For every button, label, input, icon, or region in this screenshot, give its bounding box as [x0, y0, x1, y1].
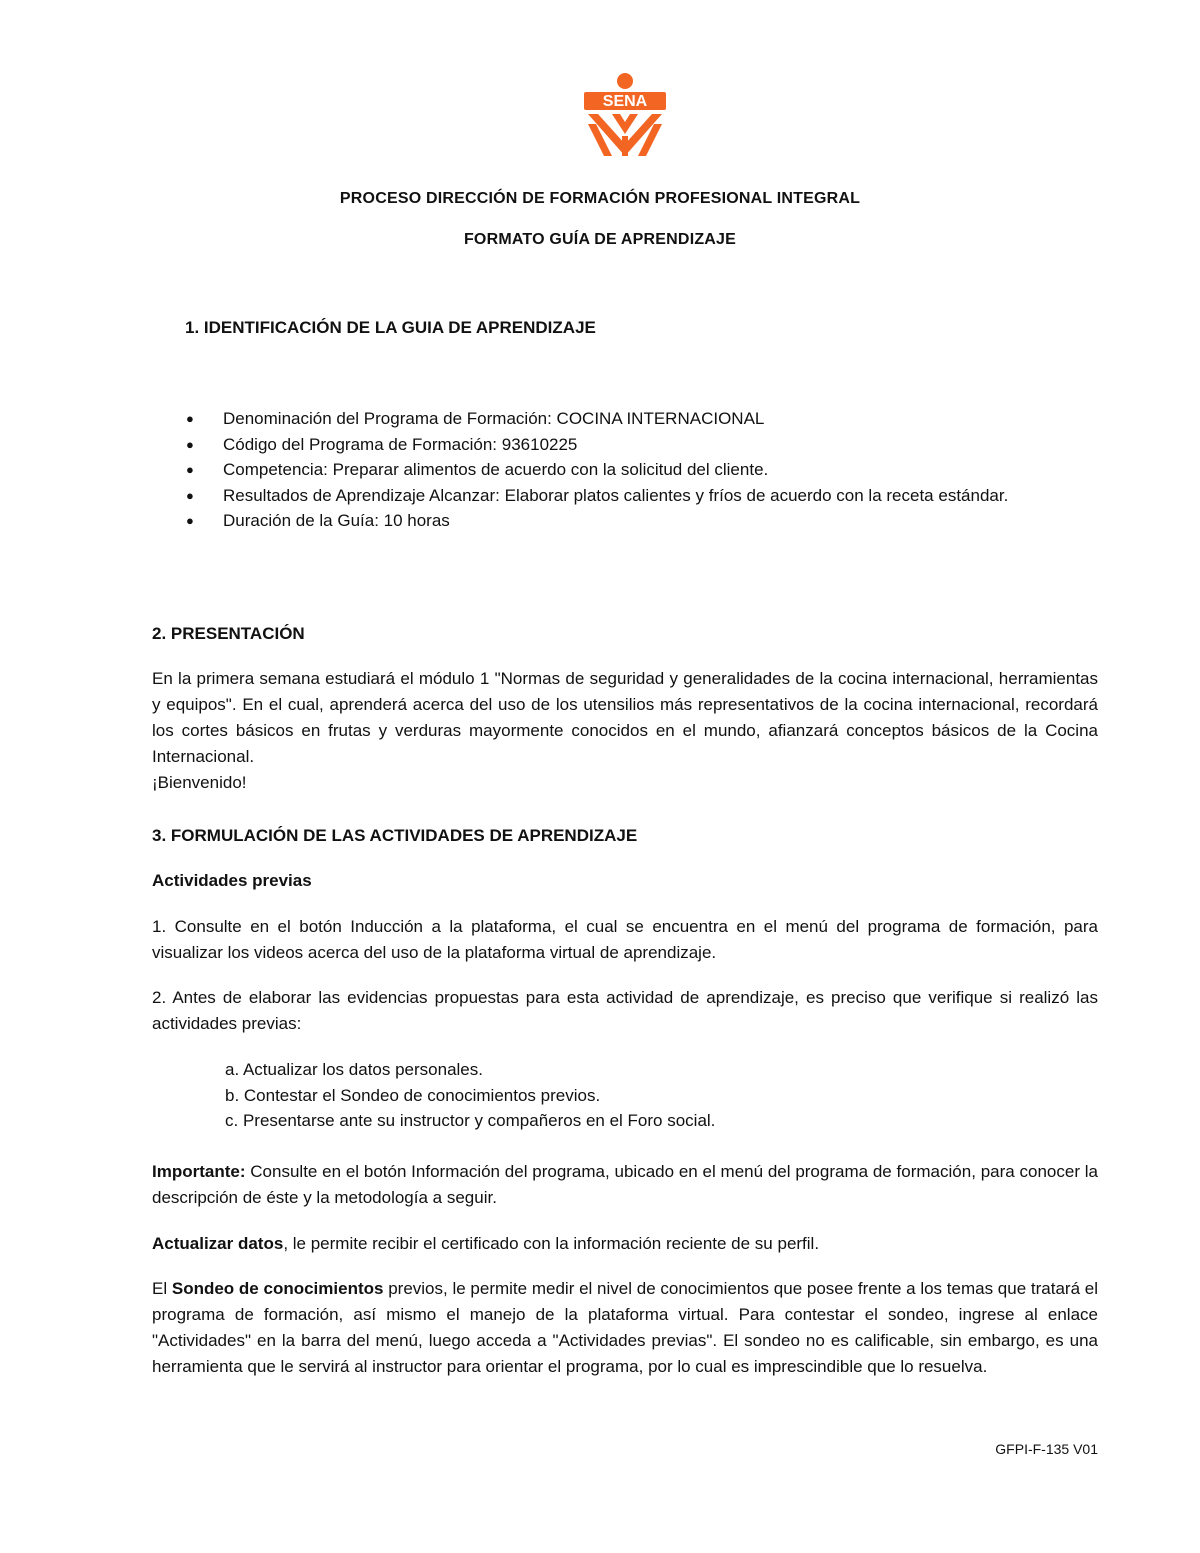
section-2-title: 2. PRESENTACIÓN	[152, 624, 305, 643]
list-item: ● Denominación del Programa de Formación: COCINA INTERNACIONAL	[186, 406, 1098, 432]
bullet-icon: ●	[186, 513, 194, 528]
section-3-title: 3. FORMULACIÓN DE LAS ACTIVIDADES DE APRENDIZAJE	[152, 826, 638, 845]
list-item: ● Resultados de Aprendizaje Alcanzar: Elaborar platos calientes y fríos de acuerdo con la receta estándar.	[186, 483, 1098, 509]
important-label: Importante:	[152, 1162, 246, 1181]
sena-logo	[582, 72, 668, 158]
sena-logo-text: SENA	[602, 93, 648, 110]
bullet-icon: ●	[186, 436, 194, 452]
list-item: a. Actualizar los datos personales.	[225, 1060, 483, 1079]
identification-list	[186, 406, 1098, 534]
previous-activities-title: Actividades previas	[152, 871, 312, 890]
activity-2-paragraph: 2. Antes de elaborar las evidencias propuestas para esta actividad de aprendizaje, es preciso que verifique si realizó las actividades previas:	[152, 988, 1098, 1033]
presentation-paragraph: En la primera semana estudiará el módulo 1 "Normas de seguridad y generalidades de la cocina internacional, herramientas y equipos". En el cual, aprenderá acerca del uso de los utensilios más representativos de la cocina internacional, recordará los cortes básicos en frutas y verduras mayormente conocidos en el mundo, afianzará conceptos básicos de la Cocina Internacional.	[152, 669, 1098, 766]
list-item: c. Presentarse ante su instructor y compañeros en el Foro social.	[225, 1111, 716, 1130]
form-code: GFPI-F-135 V01	[995, 1441, 1098, 1457]
list-item: ● Código del Programa de Formación: 93610225	[186, 432, 1098, 458]
important-paragraph: Importante: Consulte en el botón Información del programa, ubicado en el menú del programa de formación, para conocer la descripción de éste y la metodología a seguir.	[152, 1162, 1098, 1207]
sondeo-label: Sondeo de conocimientos	[171, 1279, 384, 1298]
update-data-paragraph: Actualizar datos, le permite recibir el certificado con la información reciente de su perfil.	[152, 1234, 820, 1253]
activity-1-paragraph: 1. Consulte en el botón Inducción a la plataforma, el cual se encuentra en el menú del programa de formación, para visualizar los videos acerca del uso de la plataforma virtual de aprendizaje.	[152, 917, 1098, 962]
bullet-icon: ●	[186, 411, 194, 426]
section-1-title: 1. IDENTIFICACIÓN DE LA GUIA DE APRENDIZAJE	[185, 318, 596, 337]
bullet-icon: ●	[186, 487, 194, 503]
bullet-icon: ●	[186, 462, 194, 477]
list-item: ● Competencia: Preparar alimentos de acuerdo con la solicitud del cliente.	[186, 457, 1098, 483]
previous-activities-list	[225, 1057, 715, 1134]
list-item: b. Contestar el Sondeo de conocimientos previos.	[225, 1085, 601, 1105]
sondeo-paragraph: El Sondeo de conocimientos previos, le permite medir el nivel de conocimientos que posee frente a los temas que tratará el programa de formación, así mismo el manejo de la plataforma virtual. Para contestar el sondeo, ingrese al enlace "Actividades" en la barra del menú, luego acceda a "Actividades previas". El sondeo no es calificable, sin embargo, es una herramienta que le servirá al instructor para orientar el programa, por lo cual es imprescindible que lo resuelva.	[152, 1279, 1099, 1376]
format-heading: FORMATO GUÍA DE APRENDIZAJE	[463, 231, 737, 248]
list-item: ● Duración de la Guía: 10 horas	[186, 508, 1098, 534]
update-data-label: Actualizar datos	[152, 1234, 284, 1253]
welcome-text: ¡Bienvenido!	[152, 773, 247, 792]
process-heading: PROCESO DIRECCIÓN DE FORMACIÓN PROFESIONAL INTEGRAL	[339, 190, 861, 207]
